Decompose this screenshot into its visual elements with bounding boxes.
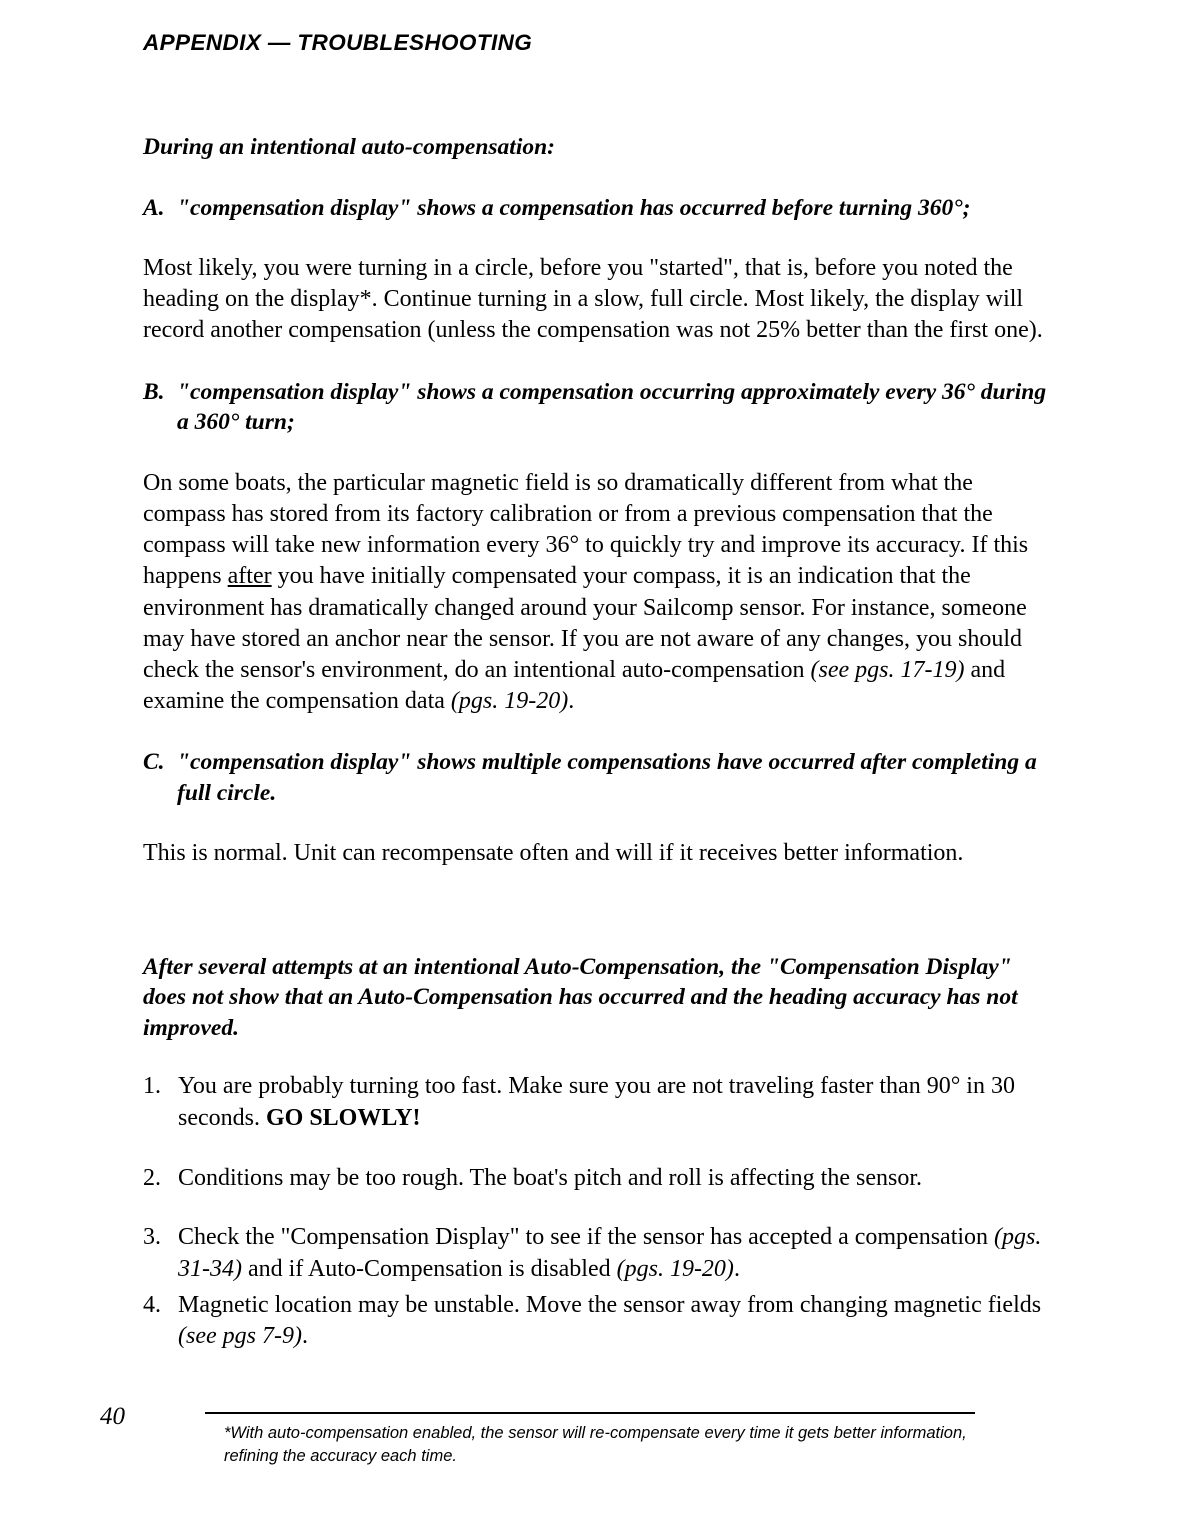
lettered-item-c: [143, 747, 1048, 808]
body-column: [143, 132, 1048, 1353]
numbered-item-3-text-part-1: Check the "Compensation Display" to see if the sensor has accepted a compensation: [178, 1224, 995, 1251]
numbered-item-3-text-part-3: .: [733, 1255, 740, 1282]
numbered-item-3-reference-1: (pgs. 31-34): [178, 1224, 1042, 1282]
numbered-item-4-text-part-2: .: [301, 1323, 308, 1350]
section-two-heading: After several attempts at an intentional Auto-Compensation, the "Compensation Display" does not show that an Auto-Compensation has occurred and the heading accuracy has not improved.: [143, 953, 1018, 1041]
lettered-item-a-marker: A.: [143, 194, 165, 221]
paragraph-b-body-part-1: On some boats, the particular magnetic field is so dramatically different from what the compass has stored from its factory calibration or from a previous compensation that the compass will take new information every 36° to quickly try and improve its accuracy. If this happens: [143, 469, 1029, 590]
section-one-heading: During an intentional auto-compensation:: [143, 134, 555, 160]
running-head: APPENDIX — TROUBLESHOOTING: [143, 30, 533, 55]
section-spacer: [143, 900, 1048, 952]
footnote-separator-rule: [205, 1412, 975, 1414]
numbered-item-3-marker: 3.: [143, 1224, 161, 1251]
numbered-item-3: [143, 1222, 1048, 1285]
paragraph-b-body: [143, 468, 1048, 718]
lettered-item-b-marker: B.: [143, 378, 165, 405]
numbered-item-1-emphasis: GO SLOWLY!: [265, 1104, 421, 1131]
list-spacer-1: [143, 1135, 1048, 1163]
numbered-item-4: [143, 1290, 1048, 1353]
lettered-item-c-marker: C.: [143, 749, 165, 776]
paragraph-c-body: This is normal. Unit can recompensate often and will if it receives better information.: [143, 840, 964, 867]
numbered-item-4-text-part-1: Magnetic location may be unstable. Move the sensor away from changing magnetic fields: [178, 1291, 1042, 1318]
numbered-item-2-marker: 2.: [143, 1164, 161, 1191]
footnote-text: *With auto-compensation enabled, the sensor will re-compensate every time it gets better information, refining the accuracy each time.: [224, 1424, 967, 1466]
numbered-item-2-text: Conditions may be too rough. The boat's pitch and roll is affecting the sensor.: [178, 1164, 922, 1191]
numbered-item-1-marker: 1.: [143, 1073, 161, 1100]
numbered-item-4-reference-1: (see pgs 7-9): [178, 1323, 302, 1350]
numbered-item-2: [143, 1163, 1048, 1195]
lettered-item-b: [143, 377, 1048, 438]
paragraph-b-body-part-4: .: [568, 688, 575, 715]
numbered-item-1: [143, 1071, 1048, 1134]
list-spacer-2: [143, 1194, 1048, 1222]
numbered-item-3-reference-2: (pgs. 19-20): [616, 1255, 734, 1282]
paragraph-b-underlined-word: after: [227, 563, 272, 590]
lettered-item-a-heading: "compensation display" shows a compensation has occurred before turning 360°;: [177, 194, 971, 221]
numbered-item-1-text-part-1: You are probably turning too fast. Make sure you are not traveling faster than 90° in 30 seconds.: [178, 1073, 1015, 1131]
numbered-item-3-text-part-2: and if Auto-Compensation is disabled: [241, 1255, 617, 1282]
paragraph-b-reference-2: (pgs. 19-20): [450, 688, 569, 715]
lettered-item-b-heading: "compensation display" shows a compensation occurring approximately every 36° during a 360° turn;: [177, 378, 1047, 436]
list-spacer-top: [143, 1043, 1048, 1071]
paragraph-b-body-part-2: you have initially compensated your compass, it is an indication that the environment has dramatically changed around your Sailcomp sensor. For instance, someone may have stored an anchor near the sensor. If you are not aware of any changes, you should check the sensor's environment, do an intentional auto-compensation: [143, 563, 1027, 683]
lettered-item-a: [143, 193, 1048, 224]
paragraph-a-body: Most likely, you were turning in a circle, before you "started", that is, before you noted the heading on the display*. Continue turning in a slow, full circle. Most likely, the display will record another compensation (unless the compensation was not 25% better than the first one).: [143, 255, 1043, 344]
numbered-item-4-marker: 4.: [143, 1291, 161, 1318]
paragraph-b-body-part-3: and examine the compensation data: [143, 656, 1006, 715]
lettered-item-c-heading: "compensation display" shows multiple compensations have occurred after completing a full circle.: [177, 749, 1037, 806]
paragraph-b-reference-1: (see pgs. 17-19): [810, 656, 965, 683]
page-number: 40: [100, 1403, 125, 1430]
